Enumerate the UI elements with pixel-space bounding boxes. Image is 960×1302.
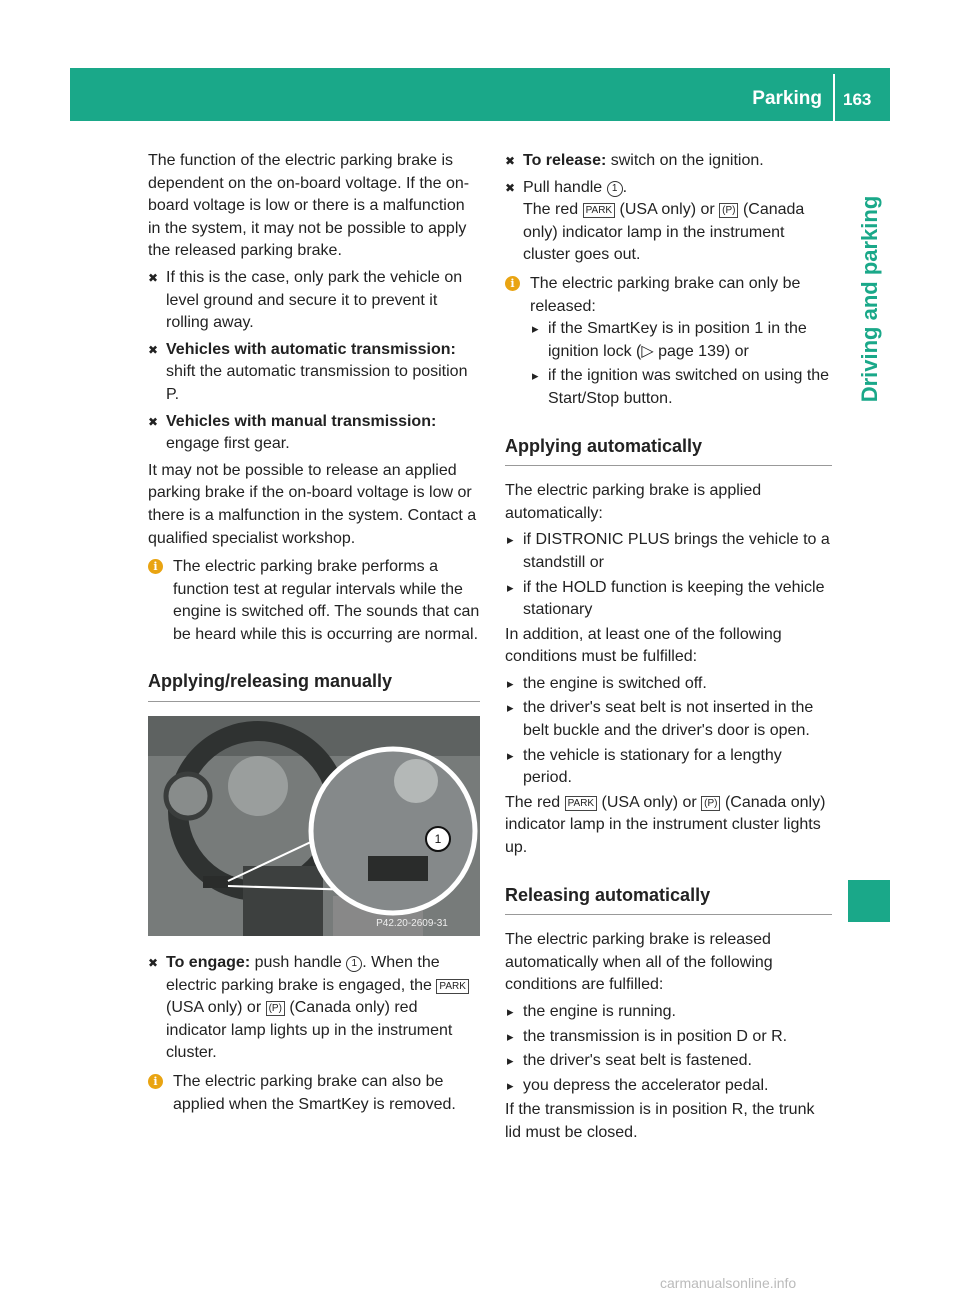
park-indicator-symbol: PARK [565,796,598,811]
photo-code: P42.20-2609-31 [376,918,448,930]
step-engage: ✖ To engage: push handle 1 . When the electric parking brake is engaged, the PARK (USA only) or (P) (Canada only) red indicator lamp lights up in the instrument cluster. [148,952,480,1065]
dashboard-illustration [148,716,480,936]
watermark: carmanualsonline.info [660,1275,797,1291]
heading-releasing-automatically: Releasing automatically [505,884,832,916]
canada-indicator-symbol: (P) [266,1001,285,1016]
list-item: ▸ if DISTRONIC PLUS brings the vehicle to a standstill or [505,529,832,574]
lamp-paragraph: The red PARK (USA only) or (P) (Canada only) indicator lamp in the instrument cluster lights up. [505,793,826,857]
page-number: 163 [843,90,872,109]
trunk-paragraph: If the transmission is in position R, the trunk lid must be closed. [505,1101,815,1141]
info-note-function-test: i The electric parking brake performs a function test at regular intervals while the engine is switched off. The sounds that can be heard while this is occurring are normal. [148,556,480,646]
heading-applying-releasing: Applying/releasing manually [148,670,480,702]
list-item: ▸ you depress the accelerator pedal. [505,1075,832,1098]
list-item: ▸ the engine is switched off. [505,673,832,696]
thumb-index-marker [848,880,890,922]
canada-indicator-symbol: (P) [701,796,720,811]
step-automatic: ✖ Vehicles with automatic transmission: shift the automatic transmission to position P. [148,339,480,407]
step-park-level: ✖ If this is the case, only park the vehicle on level ground and secure it to prevent it rolling away. [148,267,480,335]
heading-applying-automatically: Applying automatically [505,435,832,467]
conditions-paragraph: In addition, at least one of the following conditions must be fulfilled: [505,625,782,666]
header-divider [833,74,835,121]
list-item: ▸ the transmission is in position D or R. [505,1026,832,1049]
section-title: Parking [752,88,822,109]
release-intro: The electric parking brake is released automatically when all of the following conditions are fulfilled: [505,931,773,994]
callout-1-symbol: 1 [607,181,623,197]
list-item: ▸ if the SmartKey is in position 1 in the ignition lock (▷ page 139) or [530,318,832,363]
auto-intro: The electric parking brake is applied automatically: [505,482,762,522]
step-manual: ✖ Vehicles with manual transmission: engage first gear. [148,411,480,456]
parking-brake-photo [148,716,480,936]
park-indicator-symbol: PARK [583,203,616,218]
intro-paragraph: The function of the electric parking brake is dependent on the on-board voltage. If the on-board voltage is low or there is a malfunction in the system, it may not be possible to apply the released parking brake. [148,152,470,260]
canada-indicator-symbol: (P) [719,203,738,218]
list-item: ▸ the vehicle is stationary for a lengthy period. [505,745,832,790]
left-column [148,150,480,1120]
list-item: ▸ the driver's seat belt is fastened. [505,1050,832,1073]
list-item: ▸ if the HOLD function is keeping the vehicle stationary [505,577,832,622]
chapter-label: Driving and parking [857,195,882,402]
info-icon: i [148,559,163,574]
callout-number: 1 [434,832,442,847]
info-icon: i [148,1074,163,1089]
info-note-release-conditions: i The electric parking brake can only be released: ▸ if the SmartKey is in position 1 in the ignition lock (▷ page 139) or ▸ if the ignition was switched on using the Start/Stop button. [505,273,832,411]
info-note-smartkey: i The electric parking brake can also be applied when the SmartKey is removed. [148,1071,480,1116]
step-release: ✖ To release: switch on the ignition. [505,150,832,173]
list-item: ▸ if the ignition was switched on using the Start/Stop button. [530,365,832,410]
callout-1-symbol: 1 [346,956,362,972]
list-item: ▸ the engine is running. [505,1001,832,1024]
list-item: ▸ the driver's seat belt is not inserted in the belt buckle and the driver's door is open. [505,697,832,742]
right-column [505,150,832,1149]
park-indicator-symbol: PARK [436,979,469,994]
warning-paragraph: It may not be possible to release an applied parking brake if the on-board voltage is low or there is a malfunction in the system. Contact a qualified specialist workshop. [148,461,477,547]
step-pull-handle: ✖ Pull handle 1 . The red PARK (USA only) or (P) (Canada only) indicator lamp in the instrument cluster goes out. [505,177,832,267]
chapter-side-tab [850,121,890,476]
info-icon: i [505,276,520,291]
